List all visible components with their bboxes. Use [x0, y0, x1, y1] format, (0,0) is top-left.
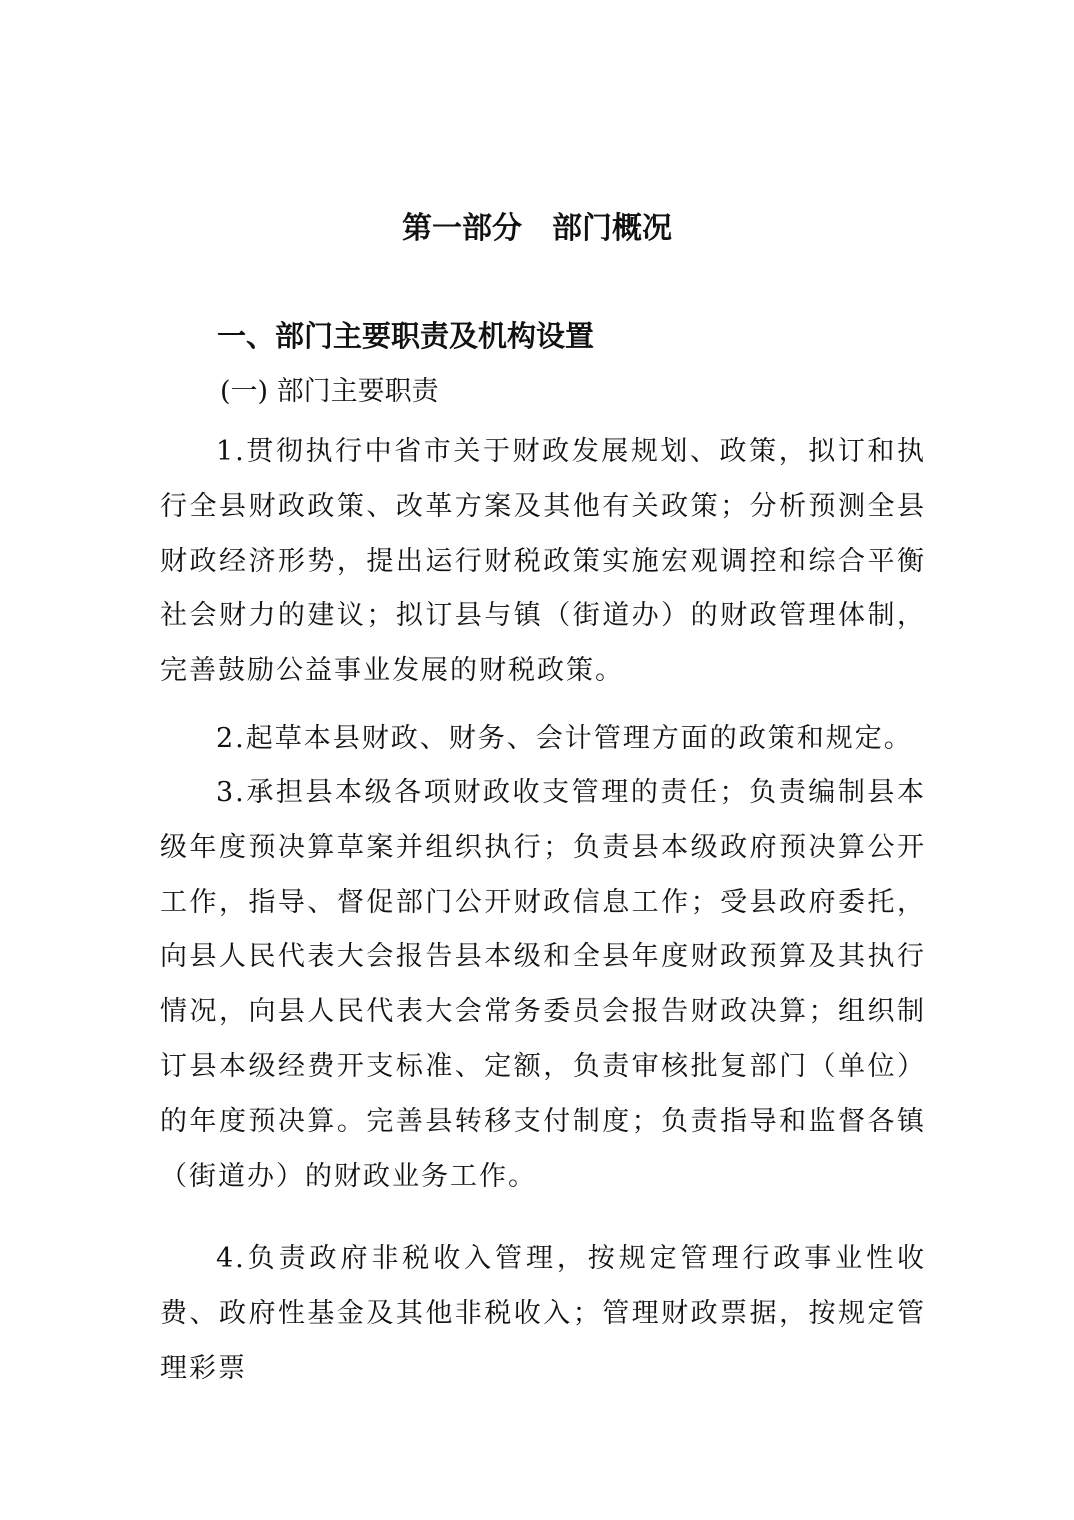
- section-heading: 一、部门主要职责及机构设置: [217, 319, 595, 353]
- paragraph-4: 4.负责政府非税收入管理，按规定管理行政事业性收费、政府性基金及其他非税收入；管理财政票据，按规定管理彩票: [160, 1243, 926, 1384]
- paragraph-1: 1.贯彻执行中省市关于财政发展规划、政策，拟订和执行全县财政政策、改革方案及其他有关政策；分析预测全县财政经济形势，提出运行财税政策实施宏观调控和综合平衡社会财力的建议；拟订县与镇（街道办）的财政管理体制，完善鼓励公益事业发展的财税政策。: [160, 436, 926, 687]
- paragraph-2: 2.起草本县财政、财务、会计管理方面的政策和规定。: [216, 723, 913, 754]
- paragraph-3: 3.承担县本级各项财政收支管理的责任；负责编制县本级年度预决算草案并组织执行；负责县本级政府预决算公开工作，指导、督促部门公开财政信息工作；受县政府委托，向县人民代表大会报告县本级和全县年度财政预算及其执行情况，向县人民代表大会常务委员会报告财政决算；组织制订县本级经费开支标准、定额，负责审核批复部门（单位）的年度预决算。完善县转移支付制度；负责指导和监督各镇（街道办）的财政业务工作。: [160, 777, 926, 1192]
- page-title: 第一部分 部门概况: [402, 211, 672, 246]
- sub-heading: (一) 部门主要职责: [220, 376, 439, 407]
